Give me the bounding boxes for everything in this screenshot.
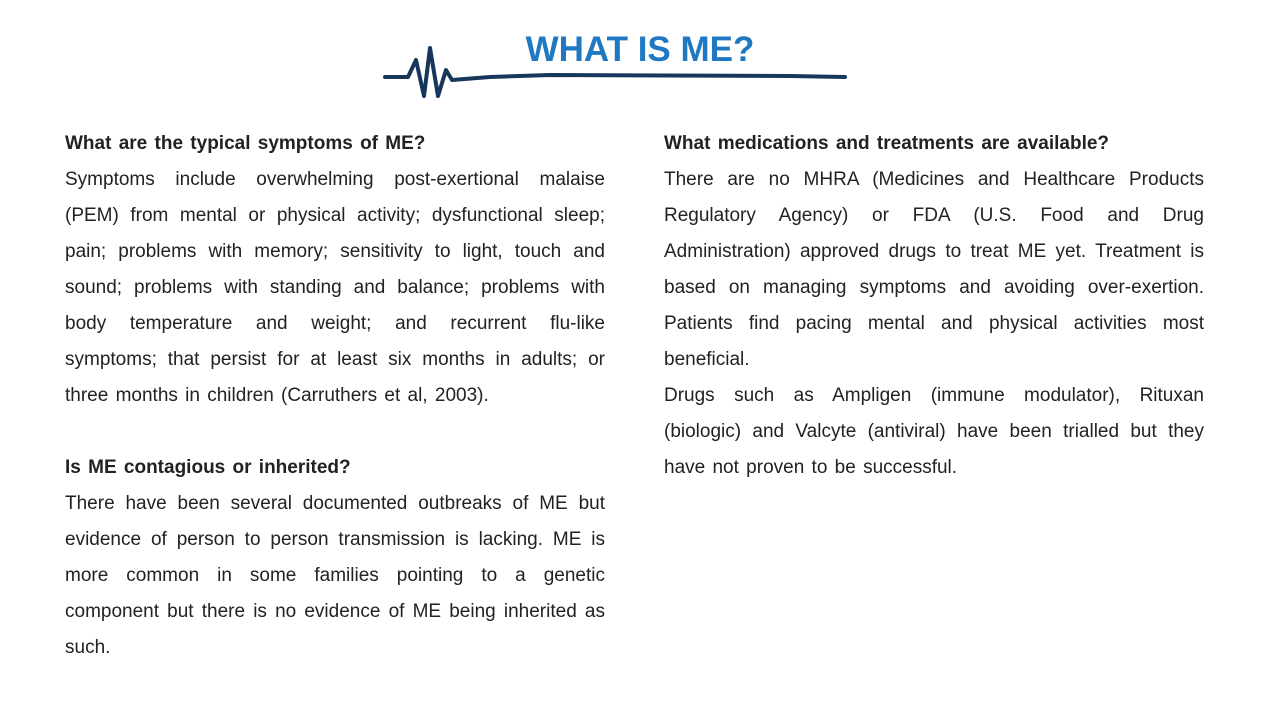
page-title: WHAT IS ME?	[525, 30, 755, 69]
section-paragraph: There are no MHRA (Medicines and Healthcare Products Regulatory Agency) or FDA (U.S. Food and Drug Administration) approved drugs to treat ME yet. Treatment is based on managing symptoms and avoiding over-exertion. Patients find pacing mental and physical activities most beneficial.	[664, 169, 1204, 370]
left-column	[65, 126, 605, 666]
right-column	[664, 126, 1204, 486]
section-paragraph: There have been several documented outbreaks of ME but evidence of person to person transmission is lacking. ME is more common in some families pointing to a genetic component but there is no evidence of ME being inherited as such.	[65, 493, 605, 658]
section-paragraph: Symptoms include overwhelming post-exertional malaise (PEM) from mental or physical activity; dysfunctional sleep; pain; problems with memory; sensitivity to light, touch and sound; problems with standing and balance; problems with body temperature and weight; and recurrent flu-like symptoms; that persist for at least six months in adults; or three months in children (Carruthers et al, 2003).	[65, 169, 605, 406]
section-question: What are the typical symptoms of ME?	[65, 133, 426, 154]
section-spacer	[65, 414, 605, 450]
section-question: What medications and treatments are available?	[664, 133, 1110, 154]
section-paragraph: Drugs such as Ampligen (immune modulator), Rituxan (biologic) and Valcyte (antiviral) have been trialled but they have not proven to be successful.	[664, 385, 1204, 478]
section-question: Is ME contagious or inherited?	[65, 457, 351, 478]
